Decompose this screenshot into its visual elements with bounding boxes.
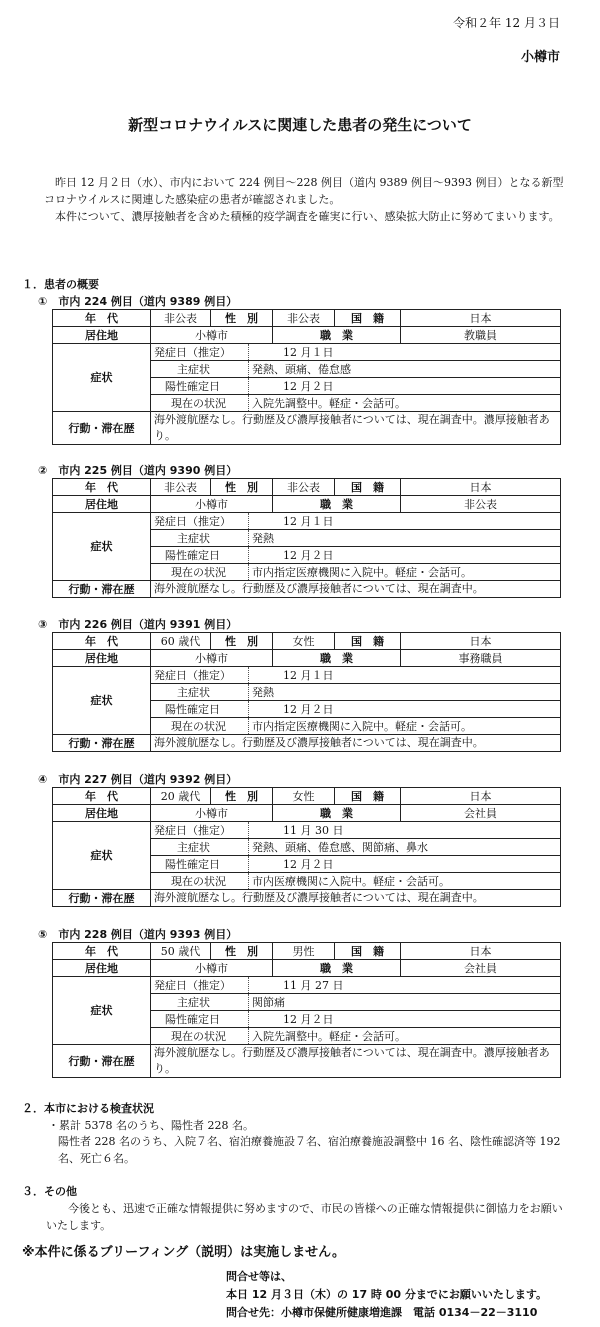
status-value: 入院先調整中。軽症・会話可。 — [249, 395, 561, 412]
case-row-onset — [53, 977, 561, 994]
positive-date-label: 陽性確定日 — [151, 856, 249, 873]
nationality-value: 日本 — [401, 788, 561, 805]
case-table — [52, 942, 561, 1078]
main-symptom-label: 主症状 — [151, 994, 249, 1011]
residence-label: 居住地 — [53, 805, 151, 822]
test-summary-breakdown: 陽性者 228 名のうち、入院７名、宿泊療養施設７名、宿泊療養施設調整中 16 名、陰性確認済等 192 名、死亡６名。 — [58, 1135, 561, 1165]
section-3-title: ３．その他 — [22, 1185, 77, 1198]
onset-label: 発症日（推定） — [151, 667, 249, 684]
occupation-value: 会社員 — [401, 960, 561, 977]
status-value: 市内指定医療機関に入院中。軽症・会話可。 — [249, 564, 561, 581]
occupation-value: 事務職員 — [401, 650, 561, 667]
nationality-value: 日本 — [401, 633, 561, 650]
status-label: 現在の状況 — [151, 1028, 249, 1045]
case-row-demographics — [53, 633, 561, 650]
sex-label: 性 別 — [211, 310, 273, 327]
history-label: 行動・滞在歴 — [53, 581, 151, 598]
case-row-residence — [53, 327, 561, 344]
history-value: 海外渡航歴なし。行動歴及び濃厚接触者については、現在調査中。濃厚接触者あり。 — [151, 1045, 561, 1078]
case-table — [52, 787, 561, 907]
main-symptom-label: 主症状 — [151, 361, 249, 378]
nationality-value: 日本 — [401, 943, 561, 960]
sex-value: 女性 — [273, 633, 335, 650]
case-row-history — [53, 735, 561, 752]
age-label: 年 代 — [53, 788, 151, 805]
history-label: 行動・滞在歴 — [53, 890, 151, 907]
case-row-demographics — [53, 479, 561, 496]
case-heading: ⑤ 市内 228 例目（道内 9393 例目） — [38, 928, 238, 941]
onset-label: 発症日（推定） — [151, 344, 249, 361]
residence-label: 居住地 — [53, 960, 151, 977]
onset-label: 発症日（推定） — [151, 977, 249, 994]
case-row-residence — [53, 496, 561, 513]
age-value: 非公表 — [151, 310, 211, 327]
case-row-demographics — [53, 943, 561, 960]
sex-value: 女性 — [273, 788, 335, 805]
symptoms-label: 症状 — [53, 977, 151, 1045]
sex-value: 男性 — [273, 943, 335, 960]
status-value: 入院先調整中。軽症・会話可。 — [249, 1028, 561, 1045]
residence-value: 小樽市 — [151, 960, 273, 977]
case-row-onset — [53, 513, 561, 530]
age-value: 50 歳代 — [151, 943, 211, 960]
residence-label: 居住地 — [53, 327, 151, 344]
case-table — [52, 632, 561, 752]
document-date: 令和２年 12 月３日 — [453, 16, 560, 30]
occupation-label: 職 業 — [273, 650, 401, 667]
main-symptom-label: 主症状 — [151, 839, 249, 856]
nationality-value: 日本 — [401, 479, 561, 496]
intro-paragraph-1: 昨日 12 月２日（水）、市内において 224 例目～228 例目（道内 9389 例目～9393 例目）となる新型コロナウイルスに関連した感染症の患者が確認されました。 — [44, 176, 564, 206]
age-label: 年 代 — [53, 943, 151, 960]
nationality-label: 国 籍 — [335, 479, 401, 496]
status-label: 現在の状況 — [151, 873, 249, 890]
positive-date-label: 陽性確定日 — [151, 547, 249, 564]
onset-value: 11 月 30 日 — [249, 822, 561, 839]
contact-info: 問合せ先：小樽市保健所健康増進課 電話 0134－22－3110 — [226, 1306, 538, 1319]
contact-deadline: 本日 12 月３日（木）の 17 時 00 分までにお願いいたします。 — [226, 1288, 548, 1301]
symptoms-label: 症状 — [53, 344, 151, 412]
symptoms-label: 症状 — [53, 667, 151, 735]
occupation-label: 職 業 — [273, 496, 401, 513]
residence-value: 小樽市 — [151, 805, 273, 822]
history-value: 海外渡航歴なし。行動歴及び濃厚接触者については、現在調査中。 — [151, 735, 561, 752]
positive-date-value: 12 月２日 — [249, 701, 561, 718]
other-notes: 今後とも、迅速で正確な情報提供に努めますので、市民の皆様への正確な情報提供に御協力をお願いいたします。 — [46, 1202, 563, 1232]
occupation-value: 非公表 — [401, 496, 561, 513]
case-row-onset — [53, 667, 561, 684]
positive-date-label: 陽性確定日 — [151, 378, 249, 395]
age-label: 年 代 — [53, 633, 151, 650]
occupation-label: 職 業 — [273, 805, 401, 822]
contact-intro: 問合せ等は、 — [226, 1270, 292, 1283]
residence-value: 小樽市 — [151, 496, 273, 513]
main-symptom-value: 発熱、頭痛、倦怠感 — [249, 361, 561, 378]
age-label: 年 代 — [53, 310, 151, 327]
positive-date-value: 12 月２日 — [249, 547, 561, 564]
positive-date-label: 陽性確定日 — [151, 701, 249, 718]
main-symptom-label: 主症状 — [151, 530, 249, 547]
sex-value: 非公表 — [273, 310, 335, 327]
page-title: 新型コロナウイルスに関連した患者の発生について — [128, 116, 472, 134]
case-row-onset — [53, 344, 561, 361]
sex-label: 性 別 — [211, 479, 273, 496]
onset-value: 12 月１日 — [249, 667, 561, 684]
main-symptom-value: 発熱 — [249, 530, 561, 547]
residence-value: 小樽市 — [151, 650, 273, 667]
case-row-demographics — [53, 310, 561, 327]
main-symptom-value: 関節痛 — [249, 994, 561, 1011]
case-row-residence — [53, 650, 561, 667]
age-label: 年 代 — [53, 479, 151, 496]
status-label: 現在の状況 — [151, 395, 249, 412]
age-value: 非公表 — [151, 479, 211, 496]
case-heading: ① 市内 224 例目（道内 9389 例目） — [38, 295, 238, 308]
history-label: 行動・滞在歴 — [53, 1045, 151, 1078]
nationality-label: 国 籍 — [335, 943, 401, 960]
status-label: 現在の状況 — [151, 564, 249, 581]
history-value: 海外渡航歴なし。行動歴及び濃厚接触者については、現在調査中。 — [151, 890, 561, 907]
case-row-history — [53, 1045, 561, 1078]
nationality-label: 国 籍 — [335, 310, 401, 327]
nationality-value: 日本 — [401, 310, 561, 327]
section-2-title: ２．本市における検査状況 — [22, 1102, 154, 1115]
case-heading: ④ 市内 227 例目（道内 9392 例目） — [38, 773, 238, 786]
symptoms-label: 症状 — [53, 822, 151, 890]
history-value: 海外渡航歴なし。行動歴及び濃厚接触者については、現在調査中。濃厚接触者あり。 — [151, 412, 561, 445]
nationality-label: 国 籍 — [335, 788, 401, 805]
positive-date-label: 陽性確定日 — [151, 1011, 249, 1028]
briefing-notice: ※本件に係るブリーフィング（説明）は実施しません。 — [22, 1245, 345, 1260]
test-summary-total: ・累計 5378 名のうち、陽性者 228 名。 — [48, 1119, 254, 1132]
sex-value: 非公表 — [273, 479, 335, 496]
issuing-organization: 小樽市 — [520, 50, 560, 65]
case-row-demographics — [53, 788, 561, 805]
history-label: 行動・滞在歴 — [53, 735, 151, 752]
onset-value: 12 月１日 — [249, 344, 561, 361]
symptoms-label: 症状 — [53, 513, 151, 581]
residence-label: 居住地 — [53, 496, 151, 513]
case-row-history — [53, 412, 561, 445]
status-value: 市内医療機関に入院中。軽症・会話可。 — [249, 873, 561, 890]
positive-date-value: 12 月２日 — [249, 856, 561, 873]
residence-value: 小樽市 — [151, 327, 273, 344]
positive-date-value: 12 月２日 — [249, 378, 561, 395]
history-value: 海外渡航歴なし。行動歴及び濃厚接触者については、現在調査中。 — [151, 581, 561, 598]
case-row-history — [53, 890, 561, 907]
case-heading: ② 市内 225 例目（道内 9390 例目） — [38, 464, 238, 477]
onset-value: 11 月 27 日 — [249, 977, 561, 994]
case-row-residence — [53, 805, 561, 822]
case-table — [52, 478, 561, 598]
positive-date-value: 12 月２日 — [249, 1011, 561, 1028]
occupation-label: 職 業 — [273, 327, 401, 344]
main-symptom-value: 発熱 — [249, 684, 561, 701]
age-value: 60 歳代 — [151, 633, 211, 650]
case-table — [52, 309, 561, 445]
occupation-value: 教職員 — [401, 327, 561, 344]
sex-label: 性 別 — [211, 633, 273, 650]
occupation-label: 職 業 — [273, 960, 401, 977]
age-value: 20 歳代 — [151, 788, 211, 805]
case-row-residence — [53, 960, 561, 977]
nationality-label: 国 籍 — [335, 633, 401, 650]
status-value: 市内指定医療機関に入院中。軽症・会話可。 — [249, 718, 561, 735]
intro-paragraph-2: 本件について、濃厚接触者を含めた積極的疫学調査を確実に行い、感染拡大防止に努めてまいります。 — [55, 210, 560, 223]
section-1-title: １．患者の概要 — [22, 278, 99, 291]
onset-value: 12 月１日 — [249, 513, 561, 530]
case-row-onset — [53, 822, 561, 839]
occupation-value: 会社員 — [401, 805, 561, 822]
main-symptom-value: 発熱、頭痛、倦怠感、関節痛、鼻水 — [249, 839, 561, 856]
status-label: 現在の状況 — [151, 718, 249, 735]
sex-label: 性 別 — [211, 943, 273, 960]
case-row-history — [53, 581, 561, 598]
onset-label: 発症日（推定） — [151, 513, 249, 530]
history-label: 行動・滞在歴 — [53, 412, 151, 445]
onset-label: 発症日（推定） — [151, 822, 249, 839]
sex-label: 性 別 — [211, 788, 273, 805]
main-symptom-label: 主症状 — [151, 684, 249, 701]
case-heading: ③ 市内 226 例目（道内 9391 例目） — [38, 618, 238, 631]
residence-label: 居住地 — [53, 650, 151, 667]
